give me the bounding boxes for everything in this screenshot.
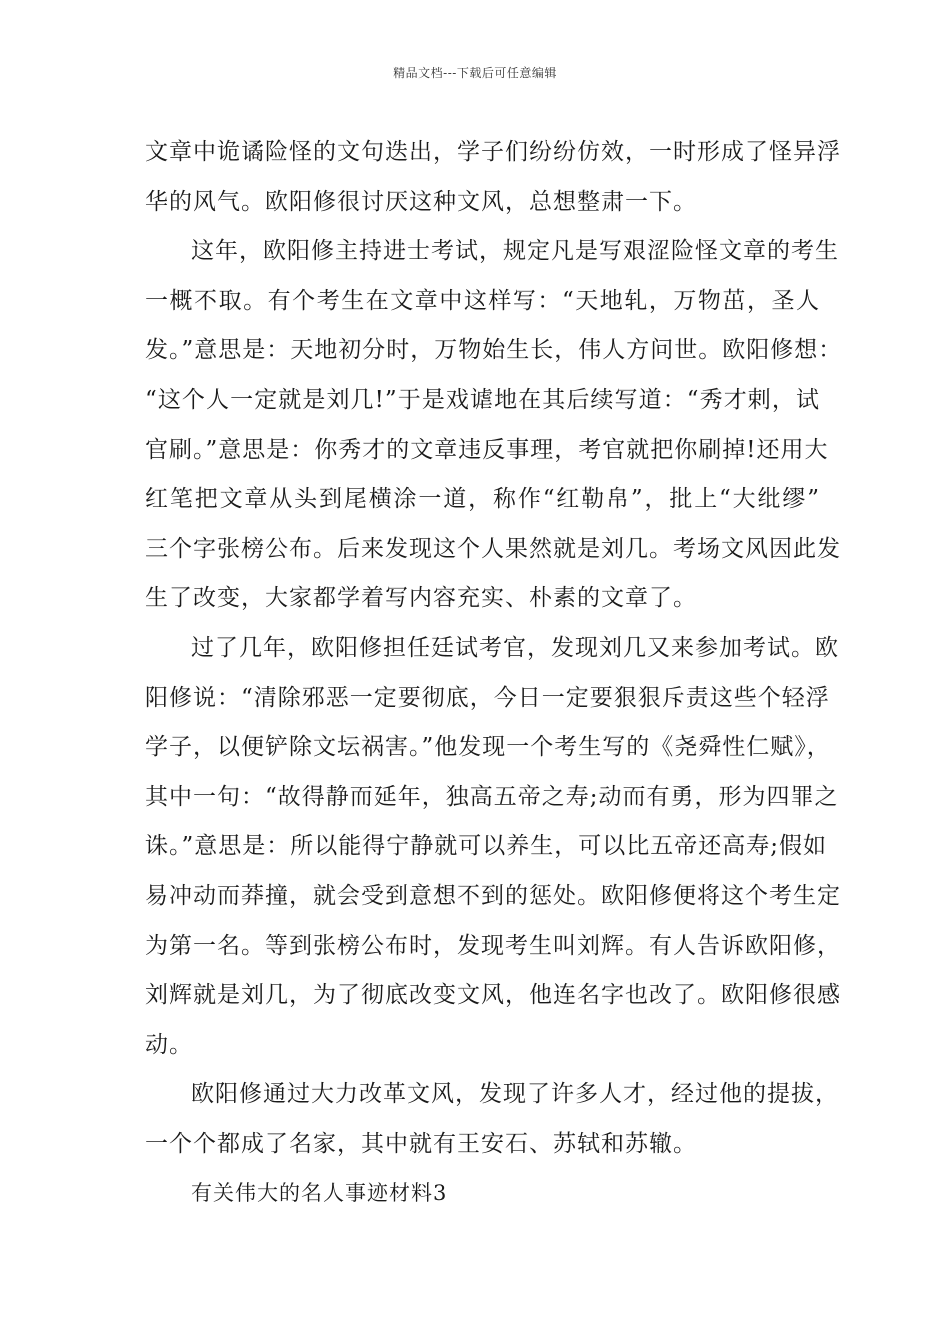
text-line: 动。 [145,1031,193,1058]
text-line: 易冲动而莽撞，就会受到意想不到的惩处。欧阳修便将这个考生定 [145,882,841,909]
text-line: “这个人一定就是刘几!”于是戏谑地在其后续写道：“秀才剌，试 [145,386,820,413]
article-body [145,128,843,1219]
text-line: 三个字张榜公布。后来发现这个人果然就是刘几。考场文风因此发 [145,535,841,562]
text-line: 过了几年，欧阳修担任廷试考官，发现刘几又来参加考试。欧 [191,634,839,661]
text-line: 一概不取。有个考生在文章中这样写：“天地轧，万物茁，圣人 [145,287,820,314]
text-line: 其中一句：“故得静而延年，独高五帝之寿;动而有勇，形为四罪之 [145,783,839,810]
text-line: 为第一名。等到张榜公布时，发现考生叫刘辉。有人告诉欧阳修， [145,932,841,959]
section-title: 有关伟大的名人事迹材料3 [191,1181,448,1206]
text-line: 红笔把文章从头到尾横涂一道，称作“红勒帛”，批上“大纰缪” [145,486,820,513]
text-line: 阳修说：“清除邪恶一定要彻底，今日一定要狠狠斥责这些个轻浮 [145,684,830,711]
text-line: 生了改变，大家都学着写内容充实、朴素的文章了。 [145,585,697,612]
text-line: 欧阳修通过大力改革文风，发现了许多人才，经过他的提拔， [191,1081,839,1108]
page-header: 精品文档---下载后可任意编辑 [393,66,557,80]
text-line: 一个个都成了名家，其中就有王安石、苏轼和苏辙。 [145,1130,697,1157]
text-line: 学子，以便铲除文坛祸害。”他发现一个考生写的《尧舜性仁赋》， [145,734,831,761]
text-line: 这年，欧阳修主持进士考试，规定凡是写艰涩险怪文章的考生 [191,238,839,265]
text-line: 文章中诡谲险怪的文句迭出，学子们纷纷仿效，一时形成了怪异浮 [145,139,841,165]
text-line: 诛。”意思是：所以能得宁静就可以养生，可以比五帝还高寿;假如 [145,833,828,860]
text-line: 华的风气。欧阳修很讨厌这种文风，总想整肃一下。 [145,188,697,215]
text-line: 刘辉就是刘几，为了彻底改变文风，他连名字也改了。欧阳修很感 [145,982,841,1009]
text-line: 官刷。”意思是：你秀才的文章违反事理，考官就把你刷掉!还用大 [145,436,829,463]
text-line: 发。”意思是：天地初分时，万物始生长，伟人方问世。欧阳修想： [145,337,843,364]
